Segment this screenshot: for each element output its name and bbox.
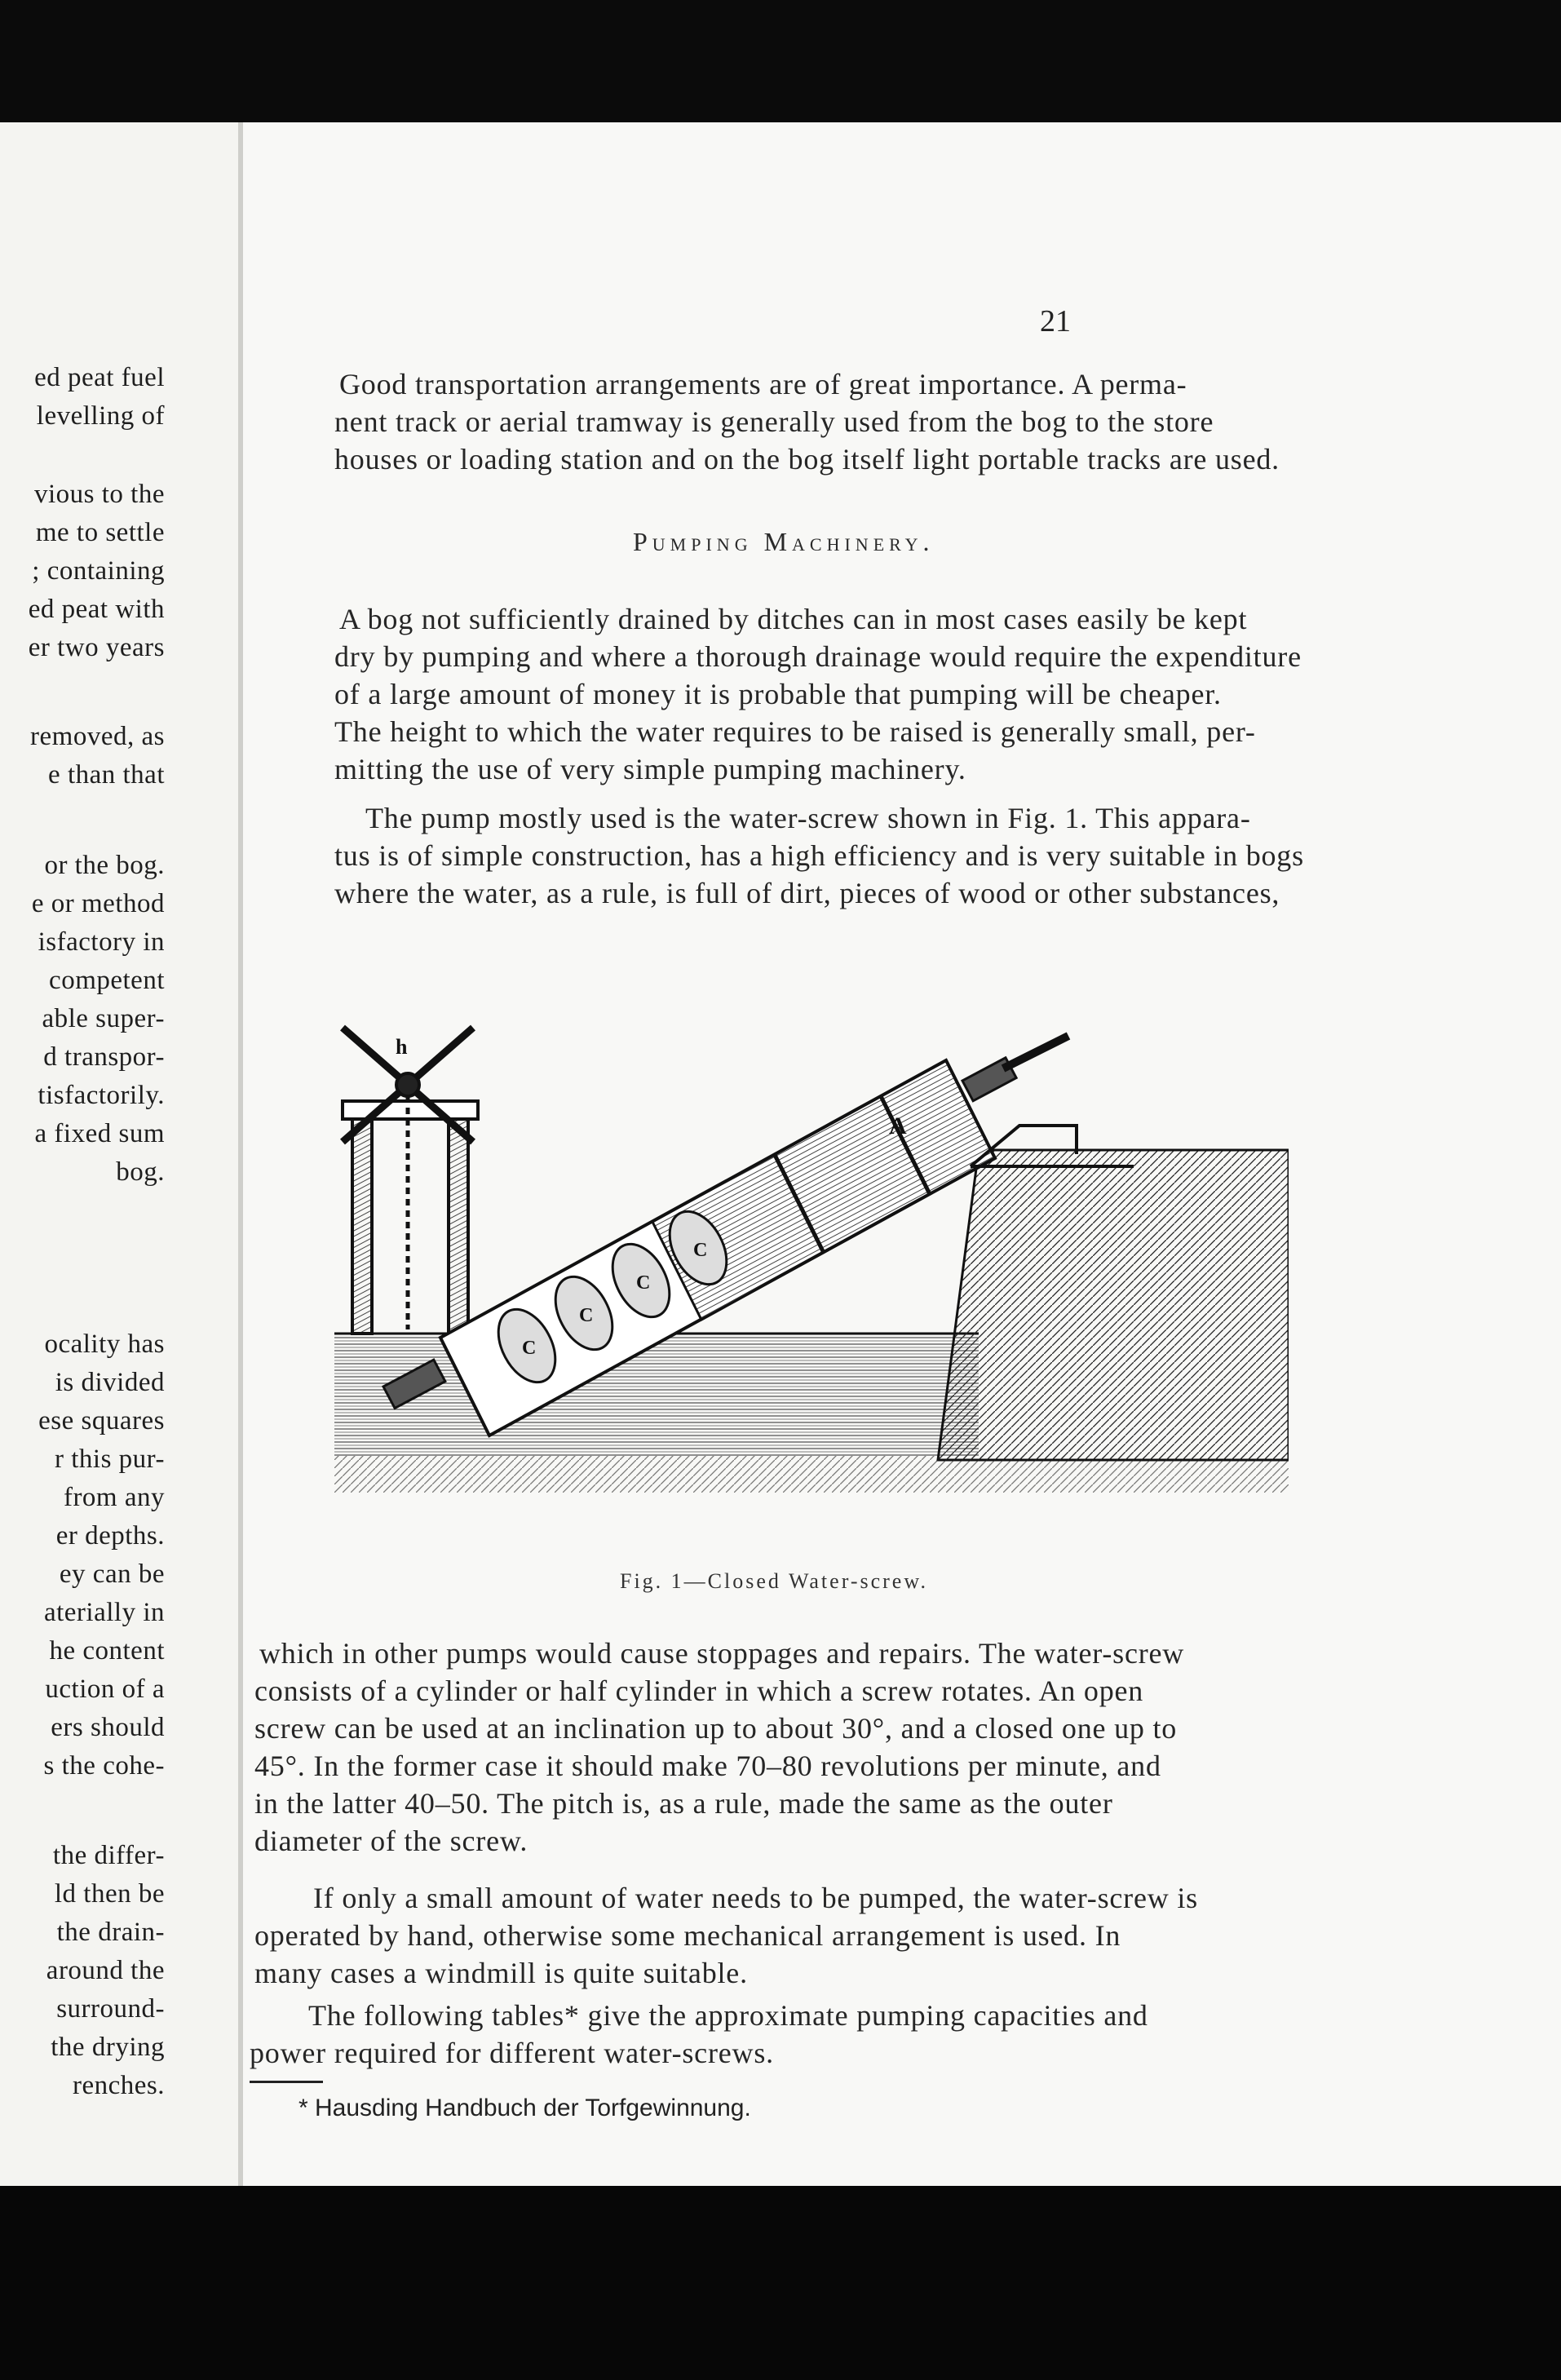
paragraph-line: of a large amount of money it is probable that pumping will be cheaper. bbox=[334, 678, 1222, 710]
figure-label-c: C bbox=[579, 1305, 594, 1326]
left-page-line: competent bbox=[49, 966, 165, 995]
left-page-line: r this pur- bbox=[55, 1444, 165, 1474]
left-page-line: ed peat fuel bbox=[34, 363, 165, 392]
paragraph-line: dry by pumping and where a thorough drainage would require the expenditure bbox=[334, 640, 1302, 673]
paragraph-line: power required for different water-screws. bbox=[250, 2037, 774, 2069]
left-page-line: vious to the bbox=[34, 480, 165, 509]
left-page-line: ers should bbox=[51, 1713, 165, 1742]
left-page-line: aterially in bbox=[43, 1598, 165, 1627]
left-page-line: d transpor- bbox=[43, 1042, 165, 1072]
figure-label-h: h bbox=[396, 1035, 408, 1059]
left-page-line: is divided bbox=[55, 1368, 165, 1397]
paragraph-line: diameter of the screw. bbox=[254, 1825, 528, 1857]
left-page-line: or the bog. bbox=[44, 851, 165, 880]
paragraph-line: consists of a cylinder or half cylinder in which a screw rotates. An open bbox=[254, 1674, 1144, 1707]
left-page-line: isfactory in bbox=[38, 927, 165, 957]
left-page-line: the drying bbox=[51, 2033, 165, 2062]
left-page-line: able super- bbox=[42, 1004, 165, 1033]
left-page-line: e than that bbox=[48, 760, 165, 790]
left-page-line: removed, as bbox=[30, 722, 165, 751]
figure-label-c: C bbox=[522, 1338, 537, 1359]
paragraph-line: 45°. In the former case it should make 70–80 revolutions per minute, and bbox=[254, 1750, 1161, 1782]
paragraph-line: many cases a windmill is quite suitable. bbox=[254, 1957, 748, 1989]
left-page-line: around the bbox=[46, 1956, 165, 1985]
footnote-rule bbox=[250, 2081, 323, 2083]
left-page-line: the drain- bbox=[56, 1918, 165, 1947]
left-page-line: he content bbox=[49, 1636, 165, 1666]
left-page-line: tisfactorily. bbox=[38, 1081, 165, 1110]
scan-border bbox=[0, 2186, 1561, 2380]
page-number: 21 bbox=[1040, 304, 1071, 338]
paragraph-line: which in other pumps would cause stoppages and repairs. The water-screw bbox=[259, 1637, 1185, 1670]
left-page-line: e or method bbox=[31, 889, 165, 918]
paragraph-line: nent track or aerial tramway is generally used from the bog to the store bbox=[334, 405, 1214, 438]
paragraph-line: where the water, as a rule, is full of dirt, pieces of wood or other substances, bbox=[334, 877, 1280, 909]
figure-label-c: C bbox=[693, 1240, 708, 1261]
left-page-line: ed peat with bbox=[28, 595, 165, 624]
left-page-line: s the cohe- bbox=[43, 1751, 165, 1781]
paragraph-line: operated by hand, otherwise some mechanical arrangement is used. In bbox=[254, 1919, 1121, 1952]
left-page-line: levelling of bbox=[36, 401, 165, 431]
left-page-line: uction of a bbox=[45, 1674, 165, 1704]
left-page-line: er two years bbox=[28, 633, 165, 662]
left-page-line: ld then be bbox=[54, 1879, 165, 1909]
left-page-line: ese squares bbox=[38, 1406, 165, 1436]
water-screw-illustration bbox=[318, 1003, 1289, 1566]
windmill-frame bbox=[343, 1028, 478, 1334]
paragraph-line: mitting the use of very simple pumping machinery. bbox=[334, 753, 966, 785]
paragraph-line: If only a small amount of water needs to be pumped, the water-screw is bbox=[313, 1882, 1198, 1914]
water-body bbox=[334, 1334, 979, 1456]
left-page-line: from any bbox=[63, 1483, 165, 1512]
left-page-fragment bbox=[0, 122, 238, 2186]
paragraph-line: The height to which the water requires to be raised is generally small, per- bbox=[334, 715, 1256, 748]
paragraph-line: tus is of simple construction, has a high efficiency and is very suitable in bogs bbox=[334, 839, 1304, 872]
left-page-line: a fixed sum bbox=[34, 1119, 165, 1148]
figure-caption: Fig. 1—Closed Water-screw. bbox=[620, 1569, 928, 1593]
paragraph-line: A bog not sufficiently drained by ditches can in most cases easily be kept bbox=[339, 603, 1248, 635]
left-page-line: surround- bbox=[56, 1994, 165, 2024]
figure-label-a: A bbox=[889, 1113, 907, 1139]
paragraph-line: screw can be used at an inclination up to about 30°, and a closed one up to bbox=[254, 1712, 1178, 1745]
figure-label-c: C bbox=[636, 1272, 651, 1294]
paragraph-line: The pump mostly used is the water-screw shown in Fig. 1. This appara- bbox=[365, 802, 1251, 834]
right-page bbox=[243, 122, 1561, 2186]
left-page-line: er depths. bbox=[55, 1521, 165, 1551]
paragraph-line: Good transportation arrangements are of great importance. A perma- bbox=[339, 368, 1187, 400]
left-page-line: me to settle bbox=[35, 518, 165, 547]
paragraph-line: The following tables* give the approximate pumping capacities and bbox=[308, 1999, 1148, 2032]
left-page-line: bog. bbox=[116, 1157, 165, 1187]
left-page-line: renches. bbox=[72, 2071, 165, 2100]
section-heading: Pumping Machinery. bbox=[633, 527, 935, 556]
left-page-line: the differ- bbox=[52, 1841, 165, 1870]
left-page-line: ; containing bbox=[32, 556, 165, 586]
left-page-line: ey can be bbox=[59, 1559, 165, 1589]
paragraph-line: in the latter 40–50. The pitch is, as a rule, made the same as the outer bbox=[254, 1787, 1113, 1820]
left-page-line: ocality has bbox=[44, 1329, 165, 1359]
paragraph-line: houses or loading station and on the bog itself light portable tracks are used. bbox=[334, 443, 1280, 476]
footnote: * Hausding Handbuch der Torfgewinnung. bbox=[298, 2095, 751, 2121]
